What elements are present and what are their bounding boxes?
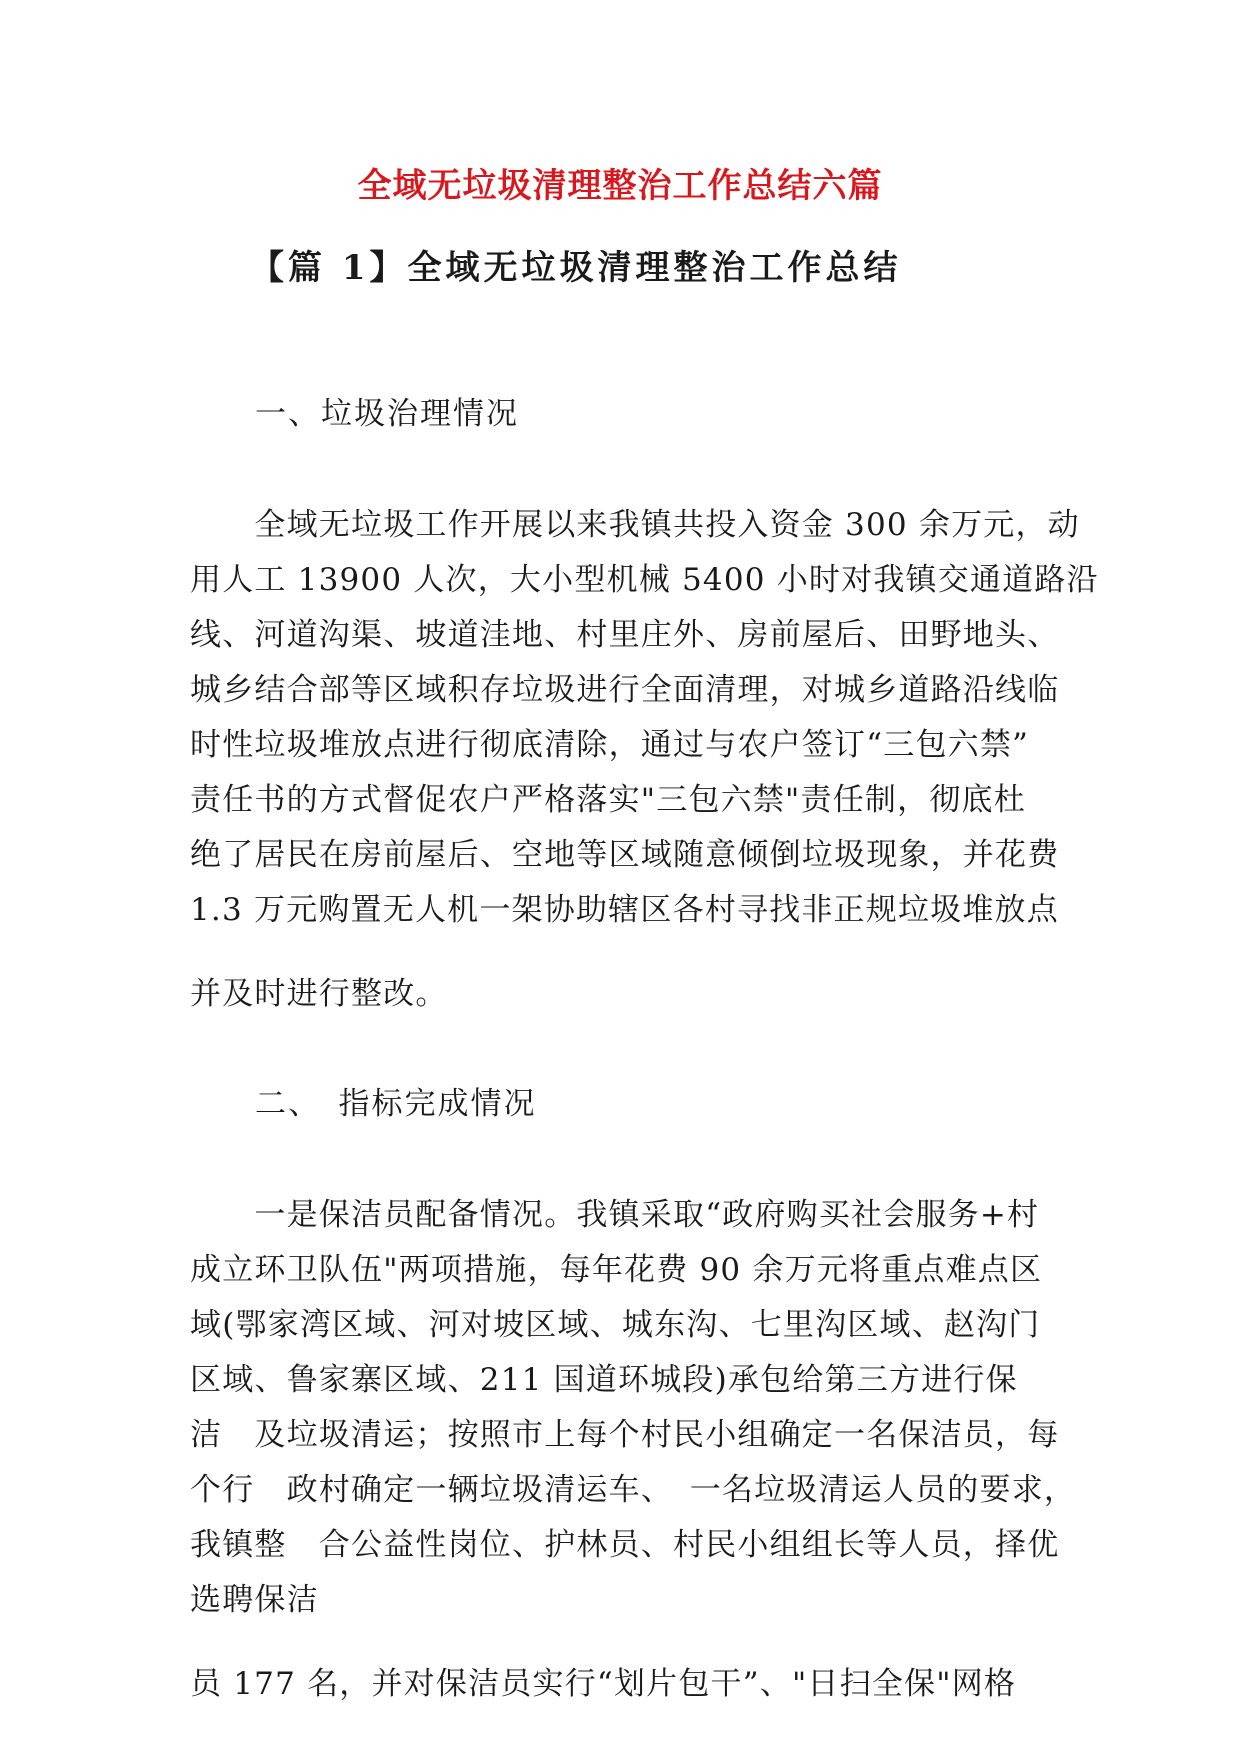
paragraph-line: 成立环卫队伍"两项措施，每年花费 90 余万元将重点难点区 bbox=[190, 1252, 1043, 1288]
heading-garbage-governance: 一、垃圾治理情况 bbox=[255, 396, 519, 432]
paragraph-cleaner-staffing bbox=[190, 1188, 1077, 1628]
paragraph-line: 城乡结合部等区域积存垃圾进行全面清理，对城乡道路沿线临 bbox=[190, 672, 1060, 708]
paragraph-line: 域(鄂家湾区域、河对坡区域、城东沟、七里沟区域、赵沟门 bbox=[190, 1307, 1041, 1343]
paragraph-line: 责任书的方式督促农户严格落实"三包六禁"责任制，彻底杜 bbox=[190, 782, 1026, 818]
paragraph-line: 区域、鲁家寨区域、211 国道环城段)承包给第三方进行保 bbox=[190, 1362, 1018, 1398]
paragraph-line: 绝了居民在房前屋后、空地等区域随意倾倒垃圾现象，并花费 bbox=[190, 837, 1060, 873]
paragraph-line: 员 177 名，并对保洁员实行“划片包干”、"日扫全保"网格 bbox=[190, 1666, 1017, 1702]
heading-indicator-completion: 二、 指标完成情况 bbox=[255, 1086, 537, 1122]
paragraph-line: 洁 及垃圾清运；按照市上每个村民小组确定一名保洁员，每 bbox=[190, 1417, 1060, 1453]
paragraph-line: 我镇整 合公益性岗位、护林员、村民小组组长等人员，择优 bbox=[190, 1527, 1060, 1563]
paragraph-line: 个行 政村确定一辆垃圾清运车、 一名垃圾清运人员的要求， bbox=[190, 1472, 1077, 1508]
paragraph-line: 全域无垃圾工作开展以来我镇共投入资金 300 余万元，动 bbox=[190, 507, 1080, 543]
paragraph-garbage-governance bbox=[190, 498, 1099, 938]
section-title: 【篇 1】全域无垃圾清理整治工作总结 bbox=[250, 248, 902, 288]
paragraph-line: 并及时进行整改。 bbox=[190, 976, 448, 1012]
paragraph-line: 一是保洁员配备情况。我镇采取“政府购买社会服务+村 bbox=[190, 1197, 1040, 1233]
paragraph-line: 1.3 万元购置无人机一架协助辖区各村寻找非正规垃圾堆放点 bbox=[190, 892, 1059, 928]
paragraph-line: 用人工 13900 人次，大小型机械 5400 小时对我镇交通道路沿 bbox=[190, 562, 1099, 598]
paragraph-line: 选聘保洁 bbox=[190, 1582, 319, 1618]
paragraph-line: 时性垃圾堆放点进行彻底清除，通过与农户签订“三包六禁” bbox=[190, 727, 1030, 763]
document-title: 全域无垃圾清理整治工作总结六篇 bbox=[357, 166, 883, 206]
paragraph-line: 线、河道沟渠、坡道洼地、村里庄外、房前屋后、田野地头、 bbox=[190, 617, 1060, 653]
